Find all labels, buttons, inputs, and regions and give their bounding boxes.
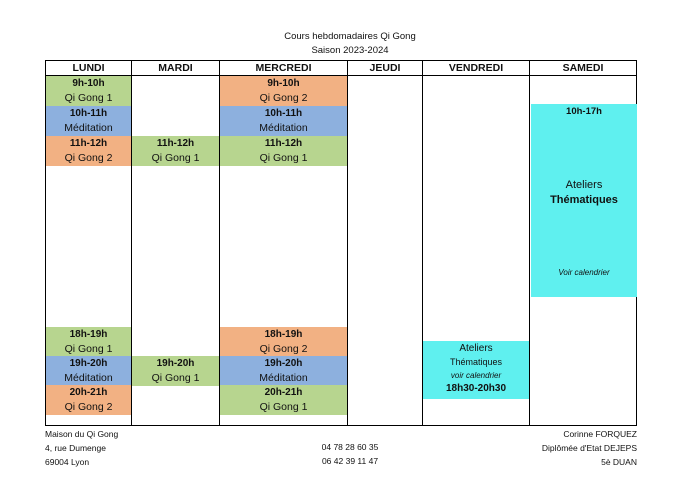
class-time: 9h-10h	[267, 78, 300, 89]
class-block-mercredi-qigong1-am[interactable]	[220, 136, 347, 166]
class-name: Qi Gong 1	[64, 343, 113, 355]
class-name: Qi Gong 1	[259, 152, 308, 164]
class-time: 19h-20h	[69, 358, 108, 369]
class-block-lundi-qigong1-am[interactable]	[46, 76, 131, 106]
workshop-block-vendredi[interactable]	[423, 341, 529, 399]
class-time: 9h-10h	[72, 78, 105, 89]
day-header-mercredi: MERCREDI	[255, 62, 312, 74]
class-time: 19h-20h	[264, 358, 303, 369]
footer-instructor	[542, 427, 637, 469]
column-divider	[347, 61, 348, 425]
day-header-lundi: LUNDI	[72, 62, 105, 74]
class-block-lundi-qigong1-pm[interactable]	[46, 327, 131, 357]
footer-street: 4, rue Dumenge	[45, 443, 106, 453]
day-header-jeudi: JEUDI	[369, 62, 401, 74]
class-name: Méditation	[64, 122, 113, 134]
class-time: 10h-11h	[264, 108, 303, 119]
class-time: 18h-19h	[264, 329, 303, 340]
column-divider	[529, 61, 530, 425]
day-header-mardi: MARDI	[158, 62, 193, 74]
footer-phone-2: 06 42 39 11 47	[321, 456, 379, 466]
footer-phone-1: 04 78 28 60 35	[321, 442, 379, 452]
class-time: 20h-21h	[69, 387, 108, 398]
weekly-schedule-grid	[45, 60, 637, 426]
class-name: Méditation	[64, 372, 113, 384]
class-time: 20h-21h	[264, 387, 303, 398]
class-time: 18h-19h	[69, 329, 108, 340]
workshop-block-samedi[interactable]	[531, 104, 637, 297]
class-name: Qi Gong 1	[259, 401, 308, 413]
footer-instructor-name: Corinne FORQUEZ	[563, 429, 637, 439]
class-time: 11h-12h	[264, 138, 303, 149]
class-block-lundi-qigong2-am[interactable]	[46, 136, 131, 166]
class-time: 11h-12h	[156, 138, 195, 149]
class-block-mercredi-qigong2-pm[interactable]	[220, 327, 347, 357]
workshop-label-line2: Thématiques	[550, 194, 618, 206]
class-block-mercredi-qigong1-pm[interactable]	[220, 385, 347, 415]
class-block-mardi-qigong1-am[interactable]	[132, 136, 219, 166]
day-header-samedi: SAMEDI	[562, 62, 604, 74]
class-name: Qi Gong 2	[64, 152, 113, 164]
workshop-time: 18h30-20h30	[445, 383, 507, 394]
class-name: Qi Gong 2	[64, 401, 113, 413]
class-name: Qi Gong 1	[64, 92, 113, 104]
season-label: Saison 2023-2024	[311, 45, 389, 56]
class-name: Qi Gong 2	[259, 343, 308, 355]
footer-org-name: Maison du Qi Gong	[45, 429, 119, 439]
class-block-lundi-meditation-am[interactable]	[46, 106, 131, 136]
class-block-lundi-meditation-pm[interactable]	[46, 356, 131, 386]
footer-diploma: Diplômée d'Etat DEJEPS	[541, 443, 637, 453]
schedule-title: Cours hebdomadaires Qi Gong	[284, 31, 416, 42]
class-time: 10h-11h	[69, 108, 108, 119]
class-block-mardi-qigong1-pm[interactable]	[132, 356, 219, 386]
class-block-mercredi-meditation-pm[interactable]	[220, 356, 347, 386]
class-name: Qi Gong 1	[151, 152, 200, 164]
class-name: Qi Gong 2	[259, 92, 308, 104]
workshop-calendar-note: voir calendrier	[450, 371, 502, 380]
class-time: 19h-20h	[156, 358, 195, 369]
workshop-label-line1: Ateliers	[565, 179, 603, 191]
footer-city: 69004 Lyon	[45, 457, 90, 467]
class-name: Méditation	[259, 372, 308, 384]
day-header-vendredi: VENDREDI	[448, 62, 504, 74]
workshop-time: 10h-17h	[566, 106, 602, 117]
class-block-lundi-qigong2-pm[interactable]	[46, 385, 131, 415]
class-block-mercredi-meditation-am[interactable]	[220, 106, 347, 136]
workshop-label-line1: Ateliers	[459, 343, 493, 354]
footer-rank: 5è DUAN	[601, 457, 637, 467]
class-name: Méditation	[259, 122, 308, 134]
class-name: Qi Gong 1	[151, 372, 200, 384]
workshop-calendar-note: Voir calendrier	[558, 268, 610, 277]
class-time: 11h-12h	[69, 138, 108, 149]
workshop-label-line2: Thématiques	[449, 357, 503, 367]
class-block-mercredi-qigong2-am[interactable]	[220, 76, 347, 106]
